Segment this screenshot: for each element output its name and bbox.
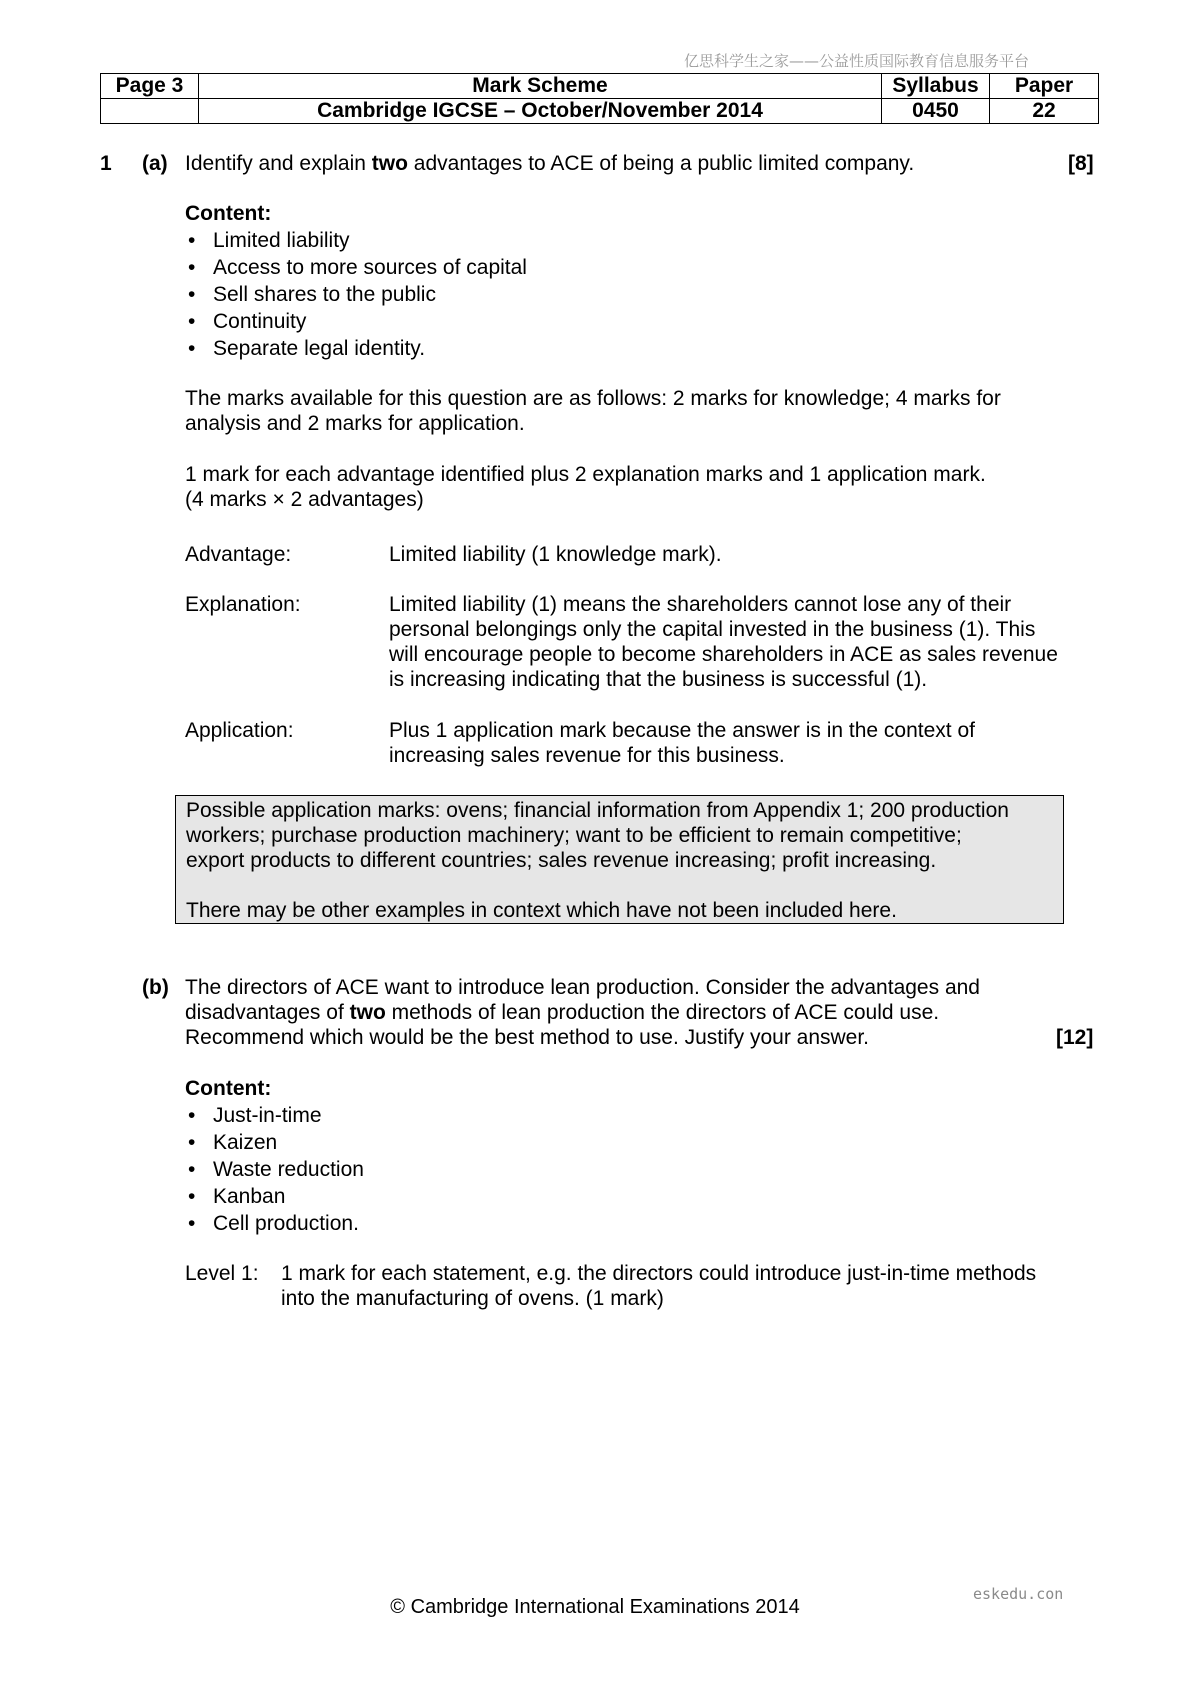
list-item: • Sell shares to the public bbox=[188, 283, 436, 306]
application-label: Application: bbox=[185, 719, 294, 742]
box-line: export products to different countries; sales revenue increasing; profit increasing. bbox=[186, 849, 937, 872]
list-item: • Cell production. bbox=[188, 1212, 359, 1235]
explanation-label: Explanation: bbox=[185, 593, 301, 616]
header-table bbox=[100, 73, 1099, 124]
question-a-pre: Identify and explain bbox=[185, 152, 372, 175]
question-a-text bbox=[185, 151, 914, 176]
content-label-a: Content: bbox=[185, 202, 272, 225]
list-item: • Access to more sources of capital bbox=[188, 256, 527, 279]
paper-label: Paper bbox=[990, 74, 1099, 99]
explanation-text: Limited liability (1) means the shareholders cannot lose any of their personal belongings only the capital invested in the business (1). This will encourage people to become shareholders in ACE as sales revenue is increasing indicating that the business is successful (1). bbox=[389, 593, 1058, 691]
list-item: • Kaizen bbox=[188, 1131, 278, 1154]
question-a-post: advantages to ACE of being a public limited company. bbox=[407, 152, 915, 175]
question-b-text: The directors of ACE want to introduce lean production. Consider the advantages and disadvantages of two methods of lean production the directors of ACE could use. Recommend which would be the best method to use. Justify your answer. bbox=[185, 976, 980, 1049]
advantage-text: Limited liability (1 knowledge mark). bbox=[389, 543, 722, 566]
question-part-b: (b) bbox=[142, 976, 169, 999]
level-text: 1 mark for each statement, e.g. the directors could introduce just-in-time methods into the manufacturing of ovens. (1 mark) bbox=[281, 1262, 1037, 1310]
list-item: • Continuity bbox=[188, 310, 307, 333]
list-item: • Separate legal identity. bbox=[188, 337, 426, 360]
syllabus-label: Syllabus bbox=[882, 74, 990, 99]
mark-allocation-paragraph: 1 mark for each advantage identified plus 2 explanation marks and 1 application mark. (4 marks × 2 advantages) bbox=[185, 463, 986, 511]
question-number: 1 bbox=[100, 152, 112, 175]
header-subtitle: Cambridge IGCSE – October/November 2014 bbox=[199, 99, 882, 124]
list-item: • Waste reduction bbox=[188, 1158, 364, 1181]
footer-copyright: © Cambridge International Examinations 2014 bbox=[390, 1596, 800, 1618]
list-item: • Limited liability bbox=[188, 229, 350, 252]
advantage-label: Advantage: bbox=[185, 543, 292, 566]
paper-number: 22 bbox=[990, 99, 1099, 124]
content-list-a bbox=[185, 227, 527, 362]
box-line: workers; purchase production machinery; want to be efficient to remain competitive; bbox=[186, 824, 962, 847]
question-part-a: (a) bbox=[142, 152, 168, 175]
watermark-bottom: eskedu.con bbox=[973, 1585, 1064, 1603]
marks-b: [12] bbox=[1056, 1026, 1094, 1049]
list-item: • Just-in-time bbox=[188, 1104, 322, 1127]
application-marks-box bbox=[175, 795, 1064, 924]
box-line: Possible application marks: ovens; financial information from Appendix 1; 200 production bbox=[186, 799, 1009, 822]
watermark-top: 亿思科学生之家——公益性质国际教育信息服务平台 bbox=[684, 52, 1030, 70]
header-title: Mark Scheme bbox=[199, 74, 882, 99]
syllabus-code: 0450 bbox=[882, 99, 990, 124]
box-note: There may be other examples in context which have not been included here. bbox=[186, 899, 897, 922]
page-number: Page 3 bbox=[101, 74, 199, 99]
content-list-b bbox=[185, 1102, 364, 1237]
level-label: Level 1: bbox=[185, 1262, 259, 1285]
question-a-bold: two bbox=[371, 152, 408, 175]
marks-breakdown-paragraph: The marks available for this question are as follows: 2 marks for knowledge; 4 marks for analysis and 2 marks for application. bbox=[185, 387, 1001, 435]
marks-a: [8] bbox=[1068, 152, 1094, 175]
list-item: • Kanban bbox=[188, 1185, 286, 1208]
application-text: Plus 1 application mark because the answer is in the context of increasing sales revenue for this business. bbox=[389, 719, 975, 767]
content-label-b: Content: bbox=[185, 1077, 272, 1100]
